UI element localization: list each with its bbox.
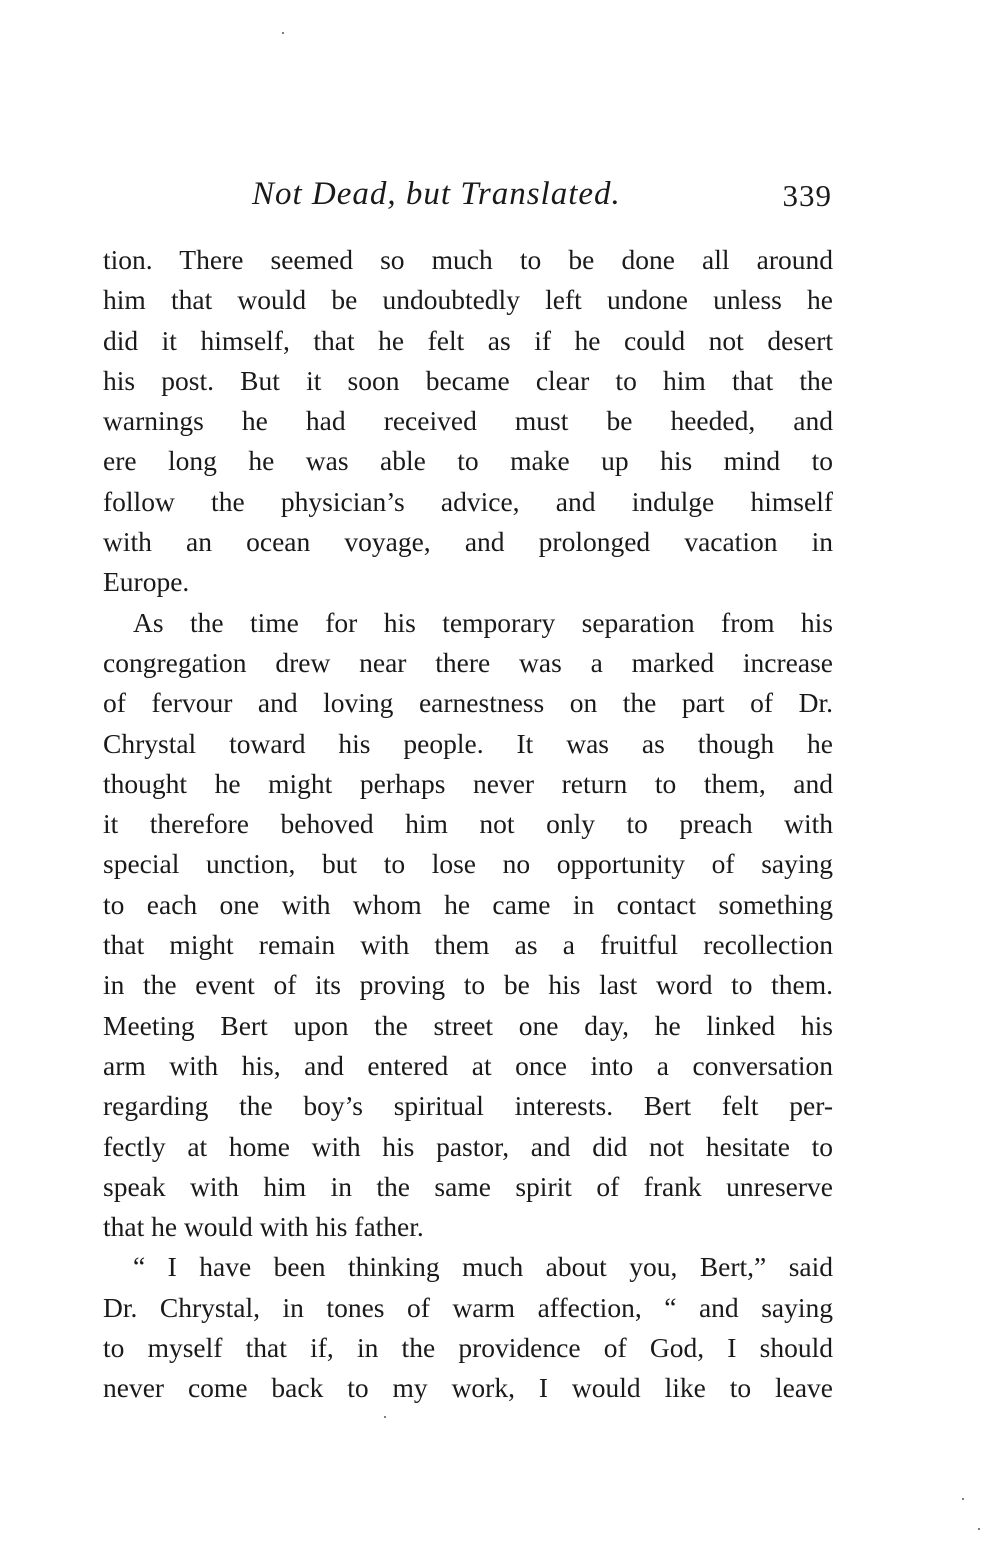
text-line: speak with him in the same spirit of frank unreserve [103, 1170, 833, 1202]
text-line: thought he might perhaps never return to them, and [103, 767, 833, 799]
text-line: special unction, but to lose no opportunity of saying [103, 848, 833, 880]
scan-speck [384, 1416, 386, 1418]
text-line: did it himself, that he felt as if he could not desert [103, 324, 833, 356]
text-line: warnings he had received must be heeded, and [103, 405, 833, 437]
text-line: in the event of its proving to be his last word to them. [103, 969, 833, 1001]
scan-speck [282, 32, 284, 34]
text-line: ere long he was able to make up his mind to [103, 445, 833, 477]
text-line: Chrystal toward his people. It was as though he [103, 727, 833, 759]
page-number: 339 [782, 178, 832, 213]
text-line: to myself that if, in the providence of God, I should [103, 1332, 833, 1364]
text-line: Meeting Bert upon the street one day, he linked his [103, 1009, 833, 1041]
body-text [103, 240, 833, 1409]
text-line: to each one with whom he came in contact something [103, 888, 833, 920]
running-header [100, 176, 836, 220]
text-line: regarding the boy’s spiritual interests. Bert felt per- [103, 1090, 833, 1122]
text-line: that he would with his father. [103, 1211, 424, 1243]
text-line: never come back to my work, I would like to leave [103, 1372, 833, 1404]
text-line: with an ocean voyage, and prolonged vacation in [103, 526, 833, 558]
text-line: him that would be undoubtedly left undone unless he [103, 284, 833, 316]
text-line: of fervour and loving earnestness on the part of Dr. [103, 687, 833, 719]
text-line: that might remain with them as a fruitful recollection [103, 929, 833, 961]
text-line: arm with his, and entered at once into a conversation [103, 1049, 833, 1081]
text-line: Europe. [103, 566, 190, 598]
text-line: tion. There seemed so much to be done all around [103, 244, 833, 275]
text-line: fectly at home with his pastor, and did not hesitate to [103, 1130, 833, 1162]
paragraph-start-line: “ I have been thinking much about you, Bert,” said [133, 1251, 833, 1283]
text-line: it therefore behoved him not only to preach with [103, 808, 833, 840]
text-line: his post. But it soon became clear to him that the [103, 364, 833, 396]
scan-speck [962, 1498, 964, 1500]
paragraph-start-line: As the time for his temporary separation from his [133, 606, 833, 638]
scan-speck [978, 1528, 980, 1530]
text-line: congregation drew near there was a marked increase [103, 646, 833, 678]
text-line: follow the physician’s advice, and indulge himself [103, 485, 833, 517]
running-title: Not Dead, but Translated. [252, 176, 621, 212]
text-line: Dr. Chrystal, in tones of warm affection, “ and saying [103, 1291, 833, 1323]
